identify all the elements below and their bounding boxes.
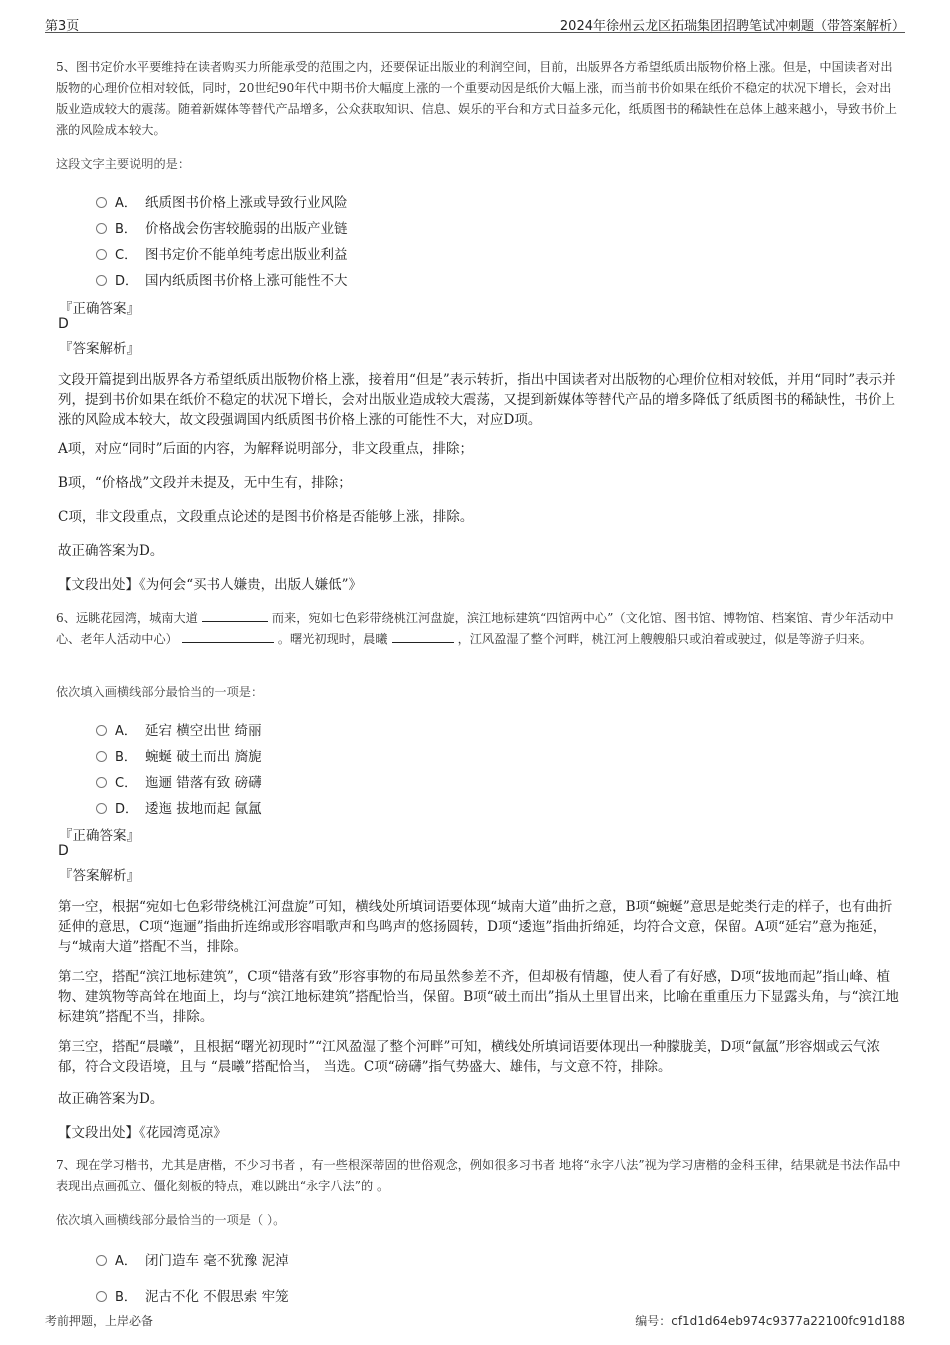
question-5-analysis-label: 『答案解析』 (59, 341, 140, 357)
question-6-source: 【文段出处】《花园湾觅凉》 (58, 1125, 227, 1141)
footer-slogan: 考前押题，上岸必备 (45, 1314, 154, 1328)
question-5-conclusion: 故正确答案为D。 (58, 543, 164, 559)
radio-icon[interactable] (96, 1291, 107, 1302)
question-5-prompt: 这段文字主要说明的是： (56, 157, 191, 171)
question-5-analysis-paragraph: B项，“价格战”文段并未提及，无中生有，排除； (58, 475, 352, 491)
question-5-option-b[interactable]: B． 价格战会伤害较脆弱的出版产业链 (96, 217, 348, 237)
radio-icon[interactable] (96, 275, 107, 286)
question-6-analysis-paragraph: 第一空，根据“宛如七色彩带绕桃江河盘旋”可知，横线处所填词语要体现“城南大道”曲折之意，B项“蜿蜒”意思是蛇类行走的样子，也有曲折延伸的意思，C项“迤逦”指曲折连绵或形容唱歌声和鸟鸣声的悠扬圆转，D项“逶迤”指曲折绵延，均符合文意，保留。A项“延宕”意为拖延，与“城南大道”搭配不当，排除。 (58, 899, 893, 955)
blank-1 (202, 610, 268, 622)
radio-icon[interactable] (96, 249, 107, 260)
question-6-option-b[interactable]: B． 蜿蜒 破土而出 旖旎 (96, 745, 262, 765)
question-6-answer: D (58, 843, 69, 859)
radio-icon[interactable] (96, 223, 107, 234)
question-7-text: 7、现在学习楷书，尤其是唐楷，不少习书者 ，有一些根深蒂固的世俗观念，例如很多习书者 地将“永字八法”视为学习唐楷的金科玉律，结果就是书法作品中表现出点画孤立、僵化刻板的特点，难以跳出“永字八法”的 。 (56, 1158, 901, 1193)
question-5-source: 【文段出处】《为何会“买书人嫌贵，出版人嫌低”》 (58, 577, 363, 593)
question-6-option-d[interactable]: D． 逶迤 拔地而起 氤氲 (96, 797, 262, 817)
question-6-answer-label: 『正确答案』 (59, 828, 140, 844)
question-6-analysis-paragraph: 第二空，搭配“滨江地标建筑”，C项“错落有致”形容事物的布局虽然参差不齐，但却极有情趣，使人看了有好感，D项“拔地而起”指山峰、植物、建筑物等高耸在地面上，均与“滨江地标建筑”搭配恰当，保留。B项“破土而出”指从土里冒出来，比喻在重重压力下显露头角，与“滨江地标建筑”搭配不当，排除。 (58, 969, 899, 1025)
document-title: 2024年徐州云龙区拓瑞集团招聘笔试冲刺题（带答案解析） (559, 19, 905, 34)
question-5-analysis-paragraph: 文段开篇提到出版界各方希望纸质出版物价格上涨，接着用“但是”表示转折，指出中国读者对出版物的心理价位相对较低，并用“同时”表示并列，提到书价如果在纸价不稳定的状况下增长，会对出版业造成较大震荡，又提到新媒体等替代产品的增多降低了纸质图书的稀缺性，书价上涨的风险成本较大，故文段强调国内纸质图书价格上涨的可能性不大，对应D项。 (58, 372, 896, 428)
question-6-analysis-paragraph: 第三空，搭配“晨曦”，且根据“曙光初现时”“江风盈湿了整个河畔”可知，横线处所填词语要体现出一种朦胧美，D项“氤氲”形容烟或云气浓郁，符合文段语境，且与 “晨曦”搭配恰当， 当选。C项“磅礴”指气势盛大、雄伟，与文意不符，排除。 (58, 1039, 881, 1075)
question-6-prompt: 依次填入画横线部分最恰当的一项是： (56, 685, 264, 699)
question-5-answer-label: 『正确答案』 (59, 301, 140, 317)
question-6-text: 6、远眺花园湾，城南大道 而来，宛如七色彩带绕桃江河盘旋，滨江地标建筑“四馆两中心”（文化馆、图书馆、博物馆、档案馆、青少年活动中心、老年人活动中心） 。曙光初现时，晨曦 ，江风盈湿了整个河畔，桃江河上艘艘船只或泊着或驶过，似是等游子归来。 (56, 611, 894, 646)
question-5-answer: D (58, 316, 69, 332)
question-5-option-c[interactable]: C． 图书定价不能单纯考虑出版业利益 (96, 243, 348, 263)
document-code: 编号：cf1d1d64eb974c9377a22100fc91d188 (635, 1314, 905, 1328)
question-6-conclusion: 故正确答案为D。 (58, 1091, 164, 1107)
radio-icon[interactable] (96, 777, 107, 788)
question-5-analysis-paragraph: C项，非文段重点，文段重点论述的是图书价格是否能够上涨，排除。 (58, 509, 474, 525)
question-6-option-a[interactable]: A． 延宕 横空出世 绮丽 (96, 719, 262, 739)
blank-2 (182, 631, 274, 643)
radio-icon[interactable] (96, 803, 107, 814)
question-5-text: 5、图书定价水平要维持在读者购买力所能承受的范围之内，还要保证出版业的利润空间，目前，出版界各方希望纸质出版物价格上涨。但是，中国读者对出版物的心理价位相对较低，同时，20世纪90年代中期书价大幅度上涨的一个重要动因是纸价大幅上涨，而当前书价如果在纸价不稳定的状况下增长，会对出版业造成较大的震荡。随着新媒体等替代产品增多，公众获取知识、信息、娱乐的平台和方式日益多元化，纸质图书的稀缺性在总体上越来越小，导致书价上涨的风险成本较大。 (56, 60, 897, 137)
page-number: 第3页 (45, 19, 80, 34)
question-5-option-a[interactable]: A． 纸质图书价格上涨或导致行业风险 (96, 191, 348, 211)
question-5-option-d[interactable]: D． 国内纸质图书价格上涨可能性不大 (96, 269, 348, 289)
radio-icon[interactable] (96, 751, 107, 762)
radio-icon[interactable] (96, 1255, 107, 1266)
blank-3 (392, 631, 454, 643)
radio-icon[interactable] (96, 197, 107, 208)
question-6-analysis-label: 『答案解析』 (59, 868, 140, 884)
radio-icon[interactable] (96, 725, 107, 736)
question-6-option-c[interactable]: C． 迤逦 错落有致 磅礴 (96, 771, 262, 791)
question-7-prompt: 依次填入画横线部分最恰当的一项是（ ）。 (56, 1213, 286, 1227)
question-7-option-b[interactable]: B． 泥古不化 不假思索 牢笼 (96, 1285, 289, 1305)
question-5-analysis-paragraph: A项，对应“同时”后面的内容，为解释说明部分，非文段重点，排除； (58, 441, 474, 457)
question-7-option-a[interactable]: A． 闭门造车 毫不犹豫 泥淖 (96, 1249, 289, 1269)
page-header (45, 14, 905, 33)
